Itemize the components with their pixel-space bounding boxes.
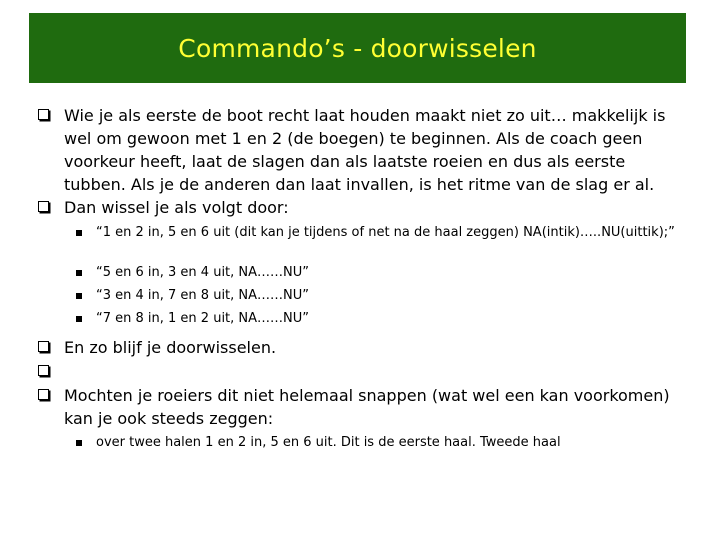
square-bullet-icon [76,316,82,322]
title-bar [29,13,686,83]
checkbox-bullet-icon [38,109,49,120]
bullet-text: Dan wissel je als volgt door: [64,198,289,217]
bullet-text: En zo blijf je doorwisselen. [64,338,277,357]
sub-bullet-text: “5 en 6 in, 3 en 4 uit, NA……NU” [96,265,310,280]
slide-title: Commando’s - doorwisselen [178,33,537,63]
sub-bullet-item-3 [76,287,676,305]
square-bullet-icon [76,230,82,236]
bullet-item-3 [38,336,688,359]
checkbox-bullet-icon [38,389,49,400]
bullet-item-1 [38,104,688,196]
bullet-item-5 [38,384,688,430]
sub-bullet-text: “3 en 4 in, 7 en 8 uit, NA……NU” [96,288,310,303]
sub-bullet-text: over twee halen 1 en 2 in, 5 en 6 uit. Dit is de eerste haal. Tweede haal [96,435,561,450]
sub-bullet-text: “7 en 8 in, 1 en 2 uit, NA……NU” [96,311,310,326]
square-bullet-icon [76,293,82,299]
square-bullet-icon [76,270,82,276]
bullet-item-2 [38,196,688,219]
bullet-text: Mochten je roeiers dit niet helemaal snappen (wat wel een kan voorkomen) kan je ook steeds zeggen: [64,386,670,428]
sub-bullet-item-2 [76,264,676,282]
checkbox-bullet-icon [38,341,49,352]
square-bullet-icon [76,440,82,446]
sub-bullet-item-1 [76,224,676,242]
sub-bullet-item-5 [76,434,676,452]
sub-bullet-text: “1 en 2 in, 5 en 6 uit (dit kan je tijdens of net na de haal zeggen) NA(intik)…..NU(uittik);” [96,225,675,240]
checkbox-bullet-icon [38,201,49,212]
bullet-text: Wie je als eerste de boot recht laat houden maakt niet zo uit… makkelijk is wel om gewoon met 1 en 2 (de boegen) te beginnen. Als de coach geen voorkeur heeft, laat de slagen dan als laatste roeien en dus als eerste tubben. Als je de anderen dan laat invallen, is het ritme van de slag er al. [64,106,666,194]
sub-bullet-item-4 [76,310,676,328]
checkbox-bullet-icon [38,365,49,376]
